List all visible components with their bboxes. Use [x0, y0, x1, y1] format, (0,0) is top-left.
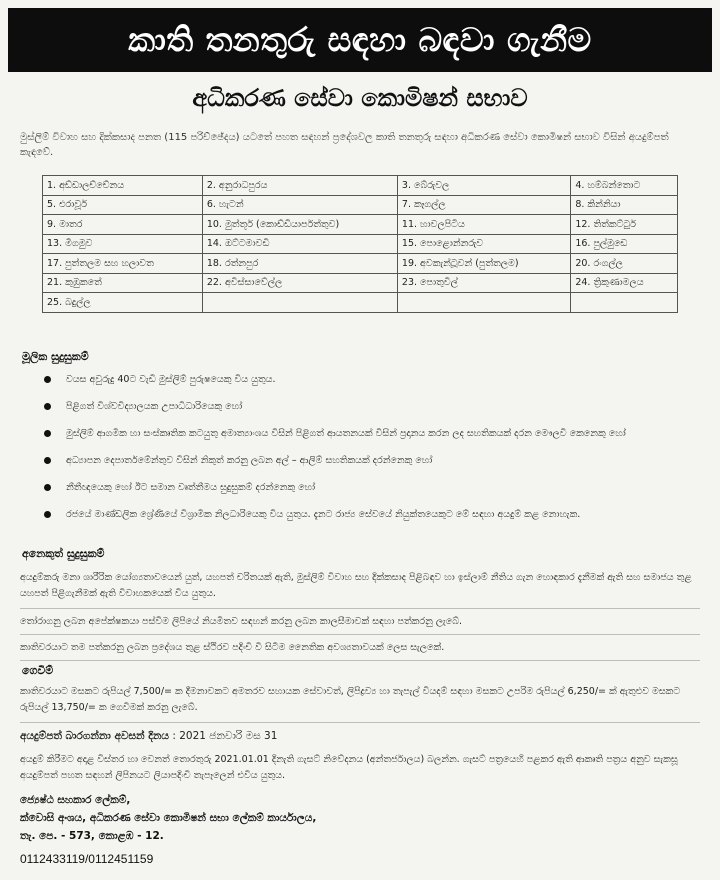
district-cell: 2. අනුරාධපුරය: [202, 176, 397, 196]
district-row: [43, 215, 678, 235]
district-row: [43, 195, 678, 215]
banner: [8, 8, 712, 72]
district-cell: 5. එරාවූර්: [43, 195, 203, 215]
district-cell: 14. ඔට්ටමාවඩි: [202, 234, 397, 254]
district-cell: [397, 293, 570, 313]
closing-date-line: [20, 728, 700, 744]
qualification-item: වයස අවුරුදු 40ට වැඩි මුස්ලිම් පුරුෂයෙකු විය යුතුය.: [36, 372, 696, 387]
district-cell: 12. තිත්කට්ටුර්: [571, 215, 678, 235]
district-cell: [202, 293, 397, 313]
district-cell: 16. පුල්මුඩෙ: [571, 234, 678, 254]
address-line-1: ජ්‍යෙෂ්ඨ සහකාර ලේකම්,: [20, 794, 131, 806]
qualification-item: පිළිගත් විශ්වවිද්‍යාලයක උපාධිධාරියෙකු හෝ: [36, 399, 696, 414]
bullet-icon: [44, 457, 51, 464]
district-cell: 1. අඩ්ඩාලච්චේනය: [43, 176, 203, 196]
district-cell: 13. මීගමුව: [43, 234, 203, 254]
district-cell: 3. බේරුවල: [397, 176, 570, 196]
closing-date-value: : 2021 ජනවාරි මස 31: [172, 730, 278, 742]
salary-text: කාතිවරයාට මසකට රුපියල් 7,500/= ක දීමනාවකට අමතරව සහායක සේවාවත්, ලිපිද්‍රව්‍ය හා තැපැල් වියදම් සඳහා මසකට උපරිම රුපියල් 6,250/= ක් ඇතුළුව මසකට රුපියල් 13,750/= ක ගෙවීමක් කරනු ලැබේ.: [20, 686, 681, 713]
district-cell: 21. කුඹුකතේ: [43, 273, 203, 293]
basic-qualifications-heading: මූලික සුදුසුකම්: [22, 350, 89, 363]
district-cell: 20. රංගල්ල: [571, 254, 678, 274]
divider: [20, 634, 700, 635]
district-row: [43, 293, 678, 313]
salary-heading: ගෙවීම්: [22, 664, 54, 677]
bullet-icon: [44, 484, 51, 491]
district-cell: 22. අවිස්සාවේල්ල: [202, 273, 397, 293]
bullet-icon: [44, 430, 51, 437]
district-cell: 25. බදුල්ල: [43, 293, 203, 313]
district-cell: 24. ත්‍රිකුණාමලය: [571, 273, 678, 293]
qualification-item: නීතීඥයෙකු හෝ ඊට සමාන වෘත්තීමය සුදුසුකම් දරන්නෙකු හෝ: [36, 480, 696, 495]
bullet-icon: [44, 511, 51, 518]
district-cell: 11. හාවලපිටිය: [397, 215, 570, 235]
bullet-icon: [44, 403, 51, 410]
page-title: කාති තනතුරු සඳහා බඳවා ගැනීම: [128, 20, 592, 59]
other-qualifications-text-2: තෝරාගනු ලබන අපේක්ෂකයා පස්වීම ලිපියේ නියමිතව සඳහන් කරනු ලබන කාලසීමාවක් සඳහා පත්කරනු ලැබේ.: [20, 616, 463, 627]
other-qualifications-text-3: කාතිවරයාට තම පත්කරනු ලබන ප්‍රදේශය තුළ ස්ථිරව පදිංචි වී සිටීම නෛතික අවශ්‍යතාවයක් ලෙස සැලකේ.: [20, 642, 445, 653]
qualification-item: මුස්ලිම් ආගමික හා සංස්කෘතික කටයුතු අමාත්‍යාංශය විසින් පිළිගත් ආයතනයක් විසින් ප්‍රදානය කරන ලද සහතිකයක් දරන මෞලවි කෙනෙකු හෝ: [36, 426, 696, 441]
other-qualifications-heading: අනෙකුත් සුදුසුකම්: [22, 547, 105, 560]
district-cell: 8. කින්නියා: [571, 195, 678, 215]
district-cell: 7. කෑගල්ල: [397, 195, 570, 215]
district-cell: 15. පොළොන්නරුව: [397, 234, 570, 254]
district-row: [43, 254, 678, 274]
divider: [20, 660, 700, 661]
district-cell: 23. පොතුවිල්: [397, 273, 570, 293]
address-line-2: ක්වොසි අංශය, අධිකරණ සේවා කොමිෂන් සභා ලේකම් කාර්යාලය,: [20, 812, 317, 824]
closing-date-label: අයදුම්පත් බාරගන්නා අවසන් දිනය: [20, 730, 169, 742]
intro-text: මුස්ලිම් විවාහ සහ දික්කසාද පනත (115 පරිච්ඡේදය) යටතේ පහත සඳහන් ප්‍රදේශවල කාති තනතුරු සඳහා අධිකරණ සේවා කොමිෂන් සභාව විසින් අයදුම්පත් කැඳවේ.: [20, 132, 669, 158]
divider: [20, 608, 700, 609]
district-cell: 9. මාතර: [43, 215, 203, 235]
district-cell: 10. මුත්තූර් (කොඩ්ඩියාර්පත්තුව): [202, 215, 397, 235]
organization-title: අධිකරණ සේවා කොමිෂන් සභාව: [192, 84, 528, 112]
district-cell: 4. හම්බන්තොට: [571, 176, 678, 196]
district-cell: 18. රත්නපුර: [202, 254, 397, 274]
district-row: [43, 234, 678, 254]
district-row: [43, 273, 678, 293]
bullet-icon: [44, 376, 51, 383]
qualification-item: අධ්‍යාපන දෙපාර්තමේන්තුව විසින් නිකුත් කරනු ලබන අල් – ආලිම් සහතිකයක් දරන්නෙකු හෝ: [36, 453, 696, 468]
address-line-3: තැ. පෙ. - 573, කොළඹ - 12.: [20, 830, 164, 842]
phone-numbers: 0112433119/0112451159: [20, 852, 154, 866]
other-qualifications-text-1: අයදුම්කරු මනා ශාරීරික යෝග්‍යතාවයෙන් යුත්, යහපත් චරිතයක් ඇති, මුස්ලිම් විවාහ සහ දික්කසාද පිළිබඳව හා ඉස්ලාම් නීතිය ගැන හොඳකාර දැනීමක් ඇති සහ සමාජය තුළ යහපත් පිළිගැනීමක් ඇති විවාහකයෙක් විය යුතුය.: [20, 572, 692, 599]
district-cell: [571, 293, 678, 313]
district-row: [43, 176, 678, 196]
district-cell: 6. හැටන්: [202, 195, 397, 215]
qualification-item: රජයේ මාණ්ඩලික ශ්‍රේණියේ විශ්‍රාමික නිලධාරියෙකු විය යුතුය. දැනට රාජ්‍ය සේවයේ නියුක්තයෙකුට මේ සඳහා අයදුම් කළ නොහැක.: [36, 507, 696, 522]
basic-qualifications-list: [36, 372, 696, 534]
districts-table: [42, 175, 678, 313]
divider: [20, 722, 700, 723]
closing-text: අයදුම් කිරීමට අදාළ විස්තර හා වෙනත් තොරතුරු 2021.01.01 දිනැති ගැසට් නිවේදනය (අන්තර්ජාලය) බලන්න. ගැසට් පත්‍රයෙහි පළකර ඇති ආකෘති පත්‍රය අනුව සැකසූ අයදුම්පත් පහත සඳහන් ලිපිනයට ලියාපදිංචි තැපෑලෙන් එවිය යුතුය.: [20, 754, 678, 781]
district-cell: 19. අවකැන්ටූවන් (පුත්තලම): [397, 254, 570, 274]
district-cell: 17. පුත්තලම සහ හලාවත: [43, 254, 203, 274]
